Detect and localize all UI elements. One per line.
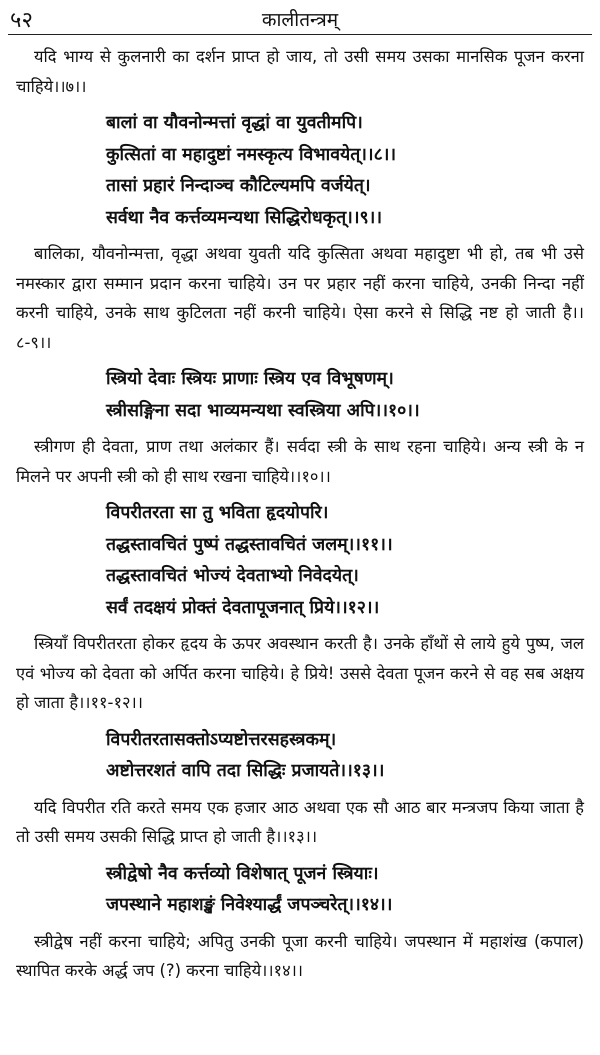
- page-body: [0, 42, 600, 986]
- translation-paragraph: [16, 239, 584, 357]
- page-number: ५२: [10, 8, 33, 33]
- verse-line: विपरीतरतासक्तोऽप्यष्टोत्तरसहस्त्रकम्।: [106, 728, 337, 750]
- sanskrit-verse: [106, 724, 582, 787]
- verse-line: सर्वथा नैव कर्त्तव्यमन्यथा सिद्धिरोधकृत्।।९।।: [106, 206, 383, 228]
- translation-paragraph: [16, 793, 584, 852]
- page-header: [0, 2, 600, 34]
- paragraph-text: बालिका, यौवनोन्मत्ता, वृद्धा अथवा युवती यदि कुत्सिता अथवा महादुष्टा भी हो, तब भी उसे नमस्कार द्वारा सम्मान प्रदान करना चाहिये। उन पर प्रहार नहीं करना चाहिये, उनकी निन्दा नहीं करनी चाहिये, उनके साथ कुटिलता नहीं करनी चाहिये। ऐसा करने से सिद्धि नष्ट हो जाती है।।८-९।।: [16, 244, 584, 352]
- translation-paragraph: [16, 927, 584, 986]
- sanskrit-verse: [106, 858, 582, 921]
- verse-line: विपरीतरता सा तु भविता हृदयोपरि।: [106, 502, 329, 523]
- verse-line: तद्धस्तावचितं पुष्पं तद्धस्तावचितं जलम्।।११।।: [106, 533, 393, 555]
- translation-paragraph: [16, 42, 584, 101]
- verse-line: सर्वं तदक्षयं प्रोक्तं देवतापूजनात् प्रिये।।१२।।: [106, 596, 380, 618]
- verse-line: स्त्रीद्वेषो नैव कर्त्तव्यो विशेषात् पूजनं स्त्रियाः।: [106, 862, 379, 884]
- verse-line: स्त्रियो देवाः स्त्रियः प्राणाः स्त्रिय एव विभूषणम्।: [106, 368, 394, 389]
- verse-line: स्त्रीसङ्गिना सदा भाव्यमन्यथा स्वस्त्रिया अपि।।१०।।: [106, 399, 420, 421]
- sanskrit-verse: [106, 107, 582, 233]
- running-title: कालीतन्त्रम्: [261, 9, 339, 31]
- verse-line: बालां वा यौवनोन्मत्तां वृद्धां वा युवतीमपि।: [106, 112, 363, 133]
- translation-paragraph: [16, 629, 584, 718]
- paragraph-text: यदि विपरीत रति करते समय एक हजार आठ अथवा एक सौ आठ बार मन्त्रजप किया जाता है तो उसी समय उसकी सिद्धि प्राप्त हो जाती है।।१३।।: [16, 797, 584, 846]
- sanskrit-verse: [106, 363, 582, 426]
- paragraph-text: स्त्रियाँ विपरीतरता होकर हृदय के ऊपर अवस्थान करती है। उनके हाँथों से लाये हुये पुष्प, जल एवं भोज्य को देवता को अर्पित करना चाहिये। हे प्रिये! उससे देवता पूजन करने से वह सब अक्षय हो जाता है।।११-१२।।: [16, 634, 584, 712]
- paragraph-text: स्त्रीद्वेष नहीं करना चाहिये; अपितु उनकी पूजा करनी चाहिये। जपस्थान में महाशंख (कपाल) स्थापित करके अर्द्ध जप (?) करना चाहिये।।१४।।: [16, 931, 584, 980]
- verse-line: अष्टोत्तरशतं वापि तदा सिद्धिः प्रजायते।।१३।।: [106, 760, 385, 781]
- verse-line: तद्धस्तावचितं भोज्यं देवताभ्यो निवेदयेत्।: [106, 565, 359, 586]
- verse-line: जपस्थाने महाशङ्खं निवेश्यार्द्धं जपञ्चरेत्।।१४।।: [106, 894, 393, 915]
- verse-line: तासां प्रहारं निन्दाञ्च कौटिल्यमपि वर्जयेत्।: [106, 175, 371, 196]
- paragraph-text: यदि भाग्य से कुलनारी का दर्शन प्राप्त हो जाय, तो उसी समय उसका मानसिक पूजन करना चाहिये।।७।।: [16, 47, 584, 96]
- header-rule: [8, 34, 592, 35]
- verse-line: कुत्सितां वा महादुष्टां नमस्कृत्य विभावयेत्।।८।।: [106, 143, 397, 165]
- translation-paragraph: [16, 432, 584, 491]
- paragraph-text: स्त्रीगण ही देवता, प्राण तथा अलंकार हैं। सर्वदा स्त्री के साथ रहना चाहिये। अन्य स्त्री के न मिलने पर अपनी स्त्री को ही साथ रखना चाहिये।।१०।।: [16, 437, 584, 486]
- sanskrit-verse: [106, 497, 582, 623]
